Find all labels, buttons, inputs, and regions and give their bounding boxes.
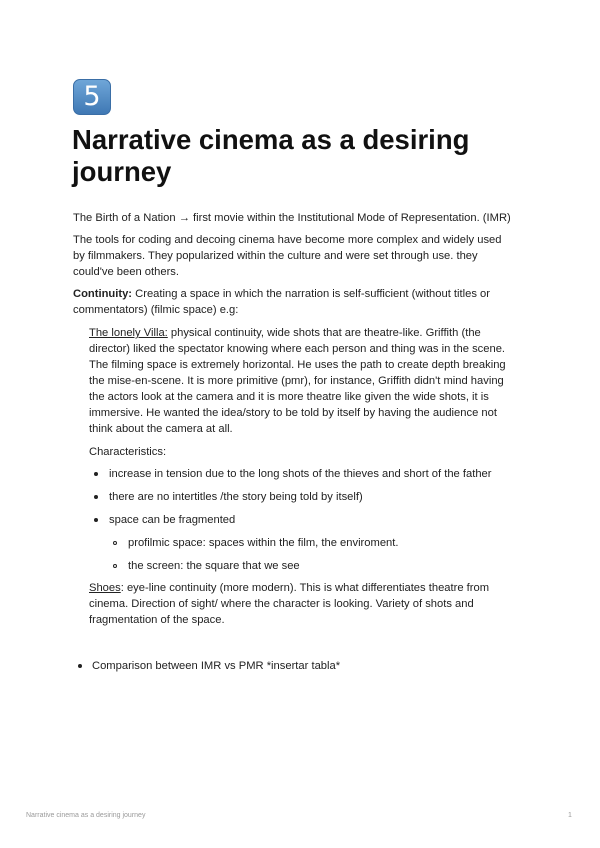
- bullet-icon: [94, 518, 98, 522]
- villa-line: [89, 325, 481, 342]
- paragraph-line: could've been others.: [73, 266, 180, 278]
- characteristics-heading: Characteristics:: [89, 446, 167, 458]
- sub-bullet-icon: [113, 541, 117, 545]
- list-item: space can be fragmented: [109, 514, 236, 526]
- paragraph-line: immersive. He wanted the idea/story to be told by itself by having the audience not: [89, 407, 497, 419]
- shoes-line: [89, 580, 489, 597]
- paragraph-line: the mise-en-scene. It is more primitive (pmr), for instance, Griffith didn't mind having: [89, 375, 504, 387]
- bullet-icon: [94, 495, 98, 499]
- footer-title: Narrative cinema as a desiring journey: [26, 812, 146, 819]
- continuity-line-2: commentators) (filmic space) e.g:: [73, 304, 239, 316]
- paragraph-line: the actors look at the camera and it is more theatre like given the wide shots, it is: [89, 391, 489, 403]
- paragraph-line: fragmentation of the space.: [89, 614, 225, 626]
- intro-line: The Birth of a Nation → first movie within the Institutional Mode of Representation. (IMR): [73, 212, 511, 224]
- list-item: increase in tension due to the long shots of the thieves and short of the father: [109, 468, 492, 480]
- continuity-label: Continuity:: [73, 288, 133, 300]
- paragraph-line: think about the camera at all.: [89, 423, 233, 435]
- list-item: there are no intertitles /the story being told by itself): [109, 491, 363, 503]
- paragraph-line: cinema. Direction of sight/ where the character is looking. Variety of shots and: [89, 598, 474, 610]
- bullet-icon: [78, 664, 82, 668]
- sub-bullet-icon: [113, 564, 117, 568]
- title-line-1: Narrative cinema as a desiring: [72, 124, 470, 155]
- continuity-line: [73, 286, 490, 303]
- comparison-item: Comparison between IMR vs PMR *insertar tabla*: [92, 660, 341, 672]
- shoes-text: : eye-line continuity (more modern). This is what differentiates theatre from: [120, 582, 490, 594]
- sub-list-item: profilmic space: spaces within the film, the enviroment.: [128, 537, 399, 549]
- villa-text: physical continuity, wide shots that are theatre-like. Griffith (the: [167, 327, 481, 339]
- bullet-icon: [94, 472, 98, 476]
- paragraph-line: The tools for coding and decoing cinema have become more complex and widely used: [73, 234, 502, 246]
- paragraph-line: director) liked the spectator knowing where each person and thing was in the scene.: [89, 343, 506, 355]
- continuity-text: Creating a space in which the narration is self-sufficient (without titles or: [132, 288, 490, 300]
- paragraph-line: The filming space is extremely horizontal. He uses the path to create depth breaking: [89, 359, 506, 371]
- villa-link[interactable]: The lonely Villa:: [89, 327, 168, 339]
- paragraph-line: by filmmakers. They popularized within the culture and were set through use. they: [73, 250, 478, 262]
- page-number: 1: [568, 812, 572, 819]
- title-line-2: journey: [72, 156, 172, 187]
- page-title: [72, 124, 532, 188]
- sub-list-item: the screen: the square that we see: [128, 560, 300, 572]
- shoes-link[interactable]: Shoes: [89, 582, 121, 594]
- keycap-five-icon: 5: [73, 79, 111, 115]
